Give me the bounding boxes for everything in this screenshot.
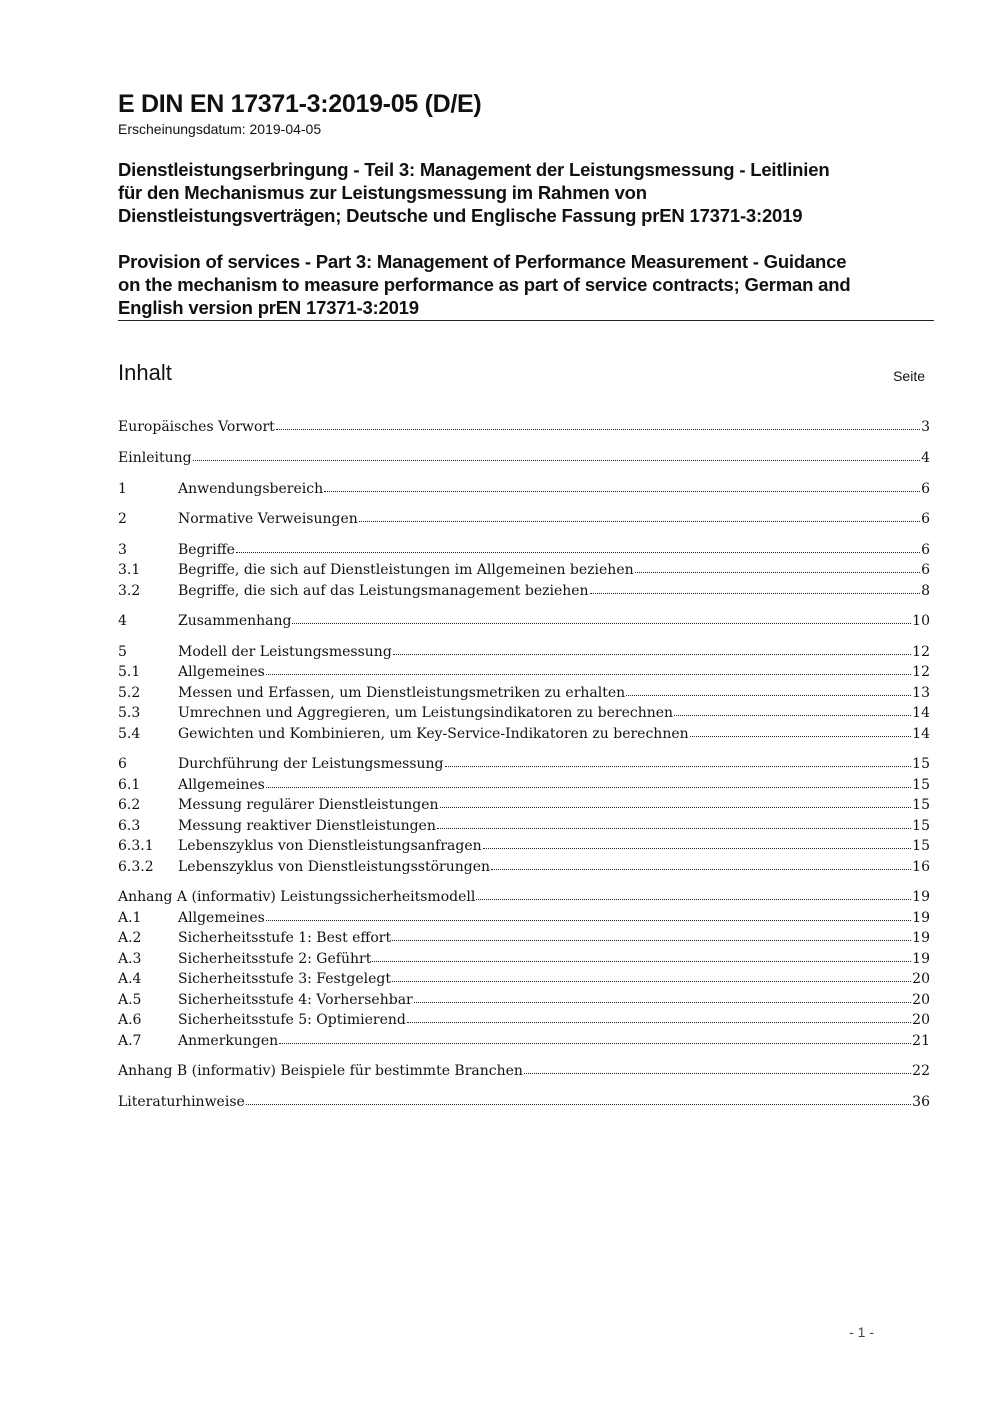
toc-entry[interactable] bbox=[118, 1061, 930, 1081]
toc-dot-leader bbox=[393, 650, 911, 655]
toc-entry[interactable] bbox=[118, 816, 930, 836]
toc-entry-page: 14 bbox=[912, 705, 930, 721]
toc-dot-leader bbox=[445, 762, 912, 767]
toc-entry-number: 6.1 bbox=[118, 777, 141, 793]
toc-entry-number: A.6 bbox=[118, 1012, 142, 1028]
toc-entry-title: Sicherheitsstufe 1: Best effort bbox=[178, 930, 392, 946]
toc-entry-number: 5.2 bbox=[118, 685, 141, 701]
title-german-line: für den Mechanismus zur Leistungsmessung im Rahmen von bbox=[118, 182, 647, 203]
toc-entry-page: 8 bbox=[921, 583, 930, 599]
toc-entry-title: Begriffe bbox=[178, 542, 235, 558]
toc-page-label: Seite bbox=[893, 368, 925, 384]
toc-entry-page: 10 bbox=[912, 613, 930, 629]
toc-entry[interactable] bbox=[118, 683, 930, 703]
toc-dot-leader bbox=[674, 711, 911, 716]
toc-dot-leader bbox=[437, 824, 911, 829]
toc-entry-page: 6 bbox=[921, 481, 930, 497]
toc-entry-title: Einleitung bbox=[118, 450, 192, 466]
toc-entry-number: 5.3 bbox=[118, 705, 141, 721]
toc-entry-page: 36 bbox=[912, 1094, 930, 1110]
document-id: E DIN EN 17371-3:2019-05 (D/E) bbox=[118, 90, 482, 118]
toc-entry[interactable] bbox=[118, 857, 930, 877]
toc-entry[interactable] bbox=[118, 1031, 930, 1051]
toc-entry-title: Modell der Leistungsmessung bbox=[178, 644, 392, 660]
toc-dot-leader bbox=[590, 589, 921, 594]
toc-entry-number: 1 bbox=[118, 481, 127, 497]
toc-entry[interactable] bbox=[118, 703, 930, 723]
toc-entry-title: Lebenszyklus von Dienstleistungsanfragen bbox=[178, 838, 482, 854]
toc-dot-leader bbox=[524, 1069, 911, 1074]
page-number: - 1 - bbox=[849, 1324, 874, 1340]
toc-entry[interactable] bbox=[118, 887, 930, 907]
toc-entry[interactable] bbox=[118, 1010, 930, 1030]
toc-entry-title: Sicherheitsstufe 5: Optimierend bbox=[178, 1012, 406, 1028]
toc-entry-number: 2 bbox=[118, 511, 127, 527]
toc-entry-page: 20 bbox=[912, 992, 930, 1008]
toc-dot-leader bbox=[292, 619, 911, 624]
toc-entry-page: 19 bbox=[912, 889, 930, 905]
toc-dot-leader bbox=[491, 865, 911, 870]
toc-entry[interactable] bbox=[118, 662, 930, 682]
toc-entry-title: Europäisches Vorwort bbox=[118, 419, 275, 435]
toc-entry-title: Literaturhinweise bbox=[118, 1094, 245, 1110]
toc-entry[interactable] bbox=[118, 560, 930, 580]
toc-dot-leader bbox=[626, 691, 911, 696]
toc-entry-title: Allgemeines bbox=[178, 664, 265, 680]
toc-entry-page: 19 bbox=[912, 930, 930, 946]
toc-entry-title: Zusammenhang bbox=[178, 613, 292, 629]
title-english-line: Provision of services - Part 3: Management of Performance Measurement - Guidance bbox=[118, 251, 847, 272]
toc-entry-page: 6 bbox=[921, 511, 930, 527]
toc-entry[interactable] bbox=[118, 540, 930, 560]
toc-entry-number: 5.4 bbox=[118, 726, 141, 742]
toc-entry[interactable] bbox=[118, 581, 930, 601]
toc-entry-number: 6.3 bbox=[118, 818, 141, 834]
toc-entry-title: Allgemeines bbox=[178, 910, 265, 926]
toc-entry-number: 5 bbox=[118, 644, 127, 660]
toc-dot-leader bbox=[266, 670, 911, 675]
toc-entry-title: Messung reaktiver Dienstleistungen bbox=[178, 818, 436, 834]
toc-entry-title: Allgemeines bbox=[178, 777, 265, 793]
toc-entry-page: 19 bbox=[912, 910, 930, 926]
toc-dot-leader bbox=[407, 1018, 911, 1023]
toc-entry[interactable] bbox=[118, 990, 930, 1010]
toc-entry-title: Sicherheitsstufe 4: Vorhersehbar bbox=[178, 992, 413, 1008]
toc-entry-title: Begriffe, die sich auf Dienstleistungen im Allgemeinen beziehen bbox=[178, 562, 634, 578]
toc-dot-leader bbox=[266, 916, 911, 921]
toc-entry[interactable] bbox=[118, 754, 930, 774]
toc-entry-page: 12 bbox=[912, 644, 930, 660]
title-english-line: on the mechanism to measure performance as part of service contracts; German and bbox=[118, 274, 851, 295]
toc-entry[interactable] bbox=[118, 611, 930, 631]
title-divider bbox=[118, 320, 934, 321]
toc-entry-title: Sicherheitsstufe 2: Geführt bbox=[178, 951, 372, 967]
toc-entry[interactable] bbox=[118, 1092, 930, 1112]
toc-entry-page: 14 bbox=[912, 726, 930, 742]
toc-entry-number: 3.1 bbox=[118, 562, 141, 578]
toc-entry-title: Umrechnen und Aggregieren, um Leistungsindikatoren zu berechnen bbox=[178, 705, 674, 721]
toc-entry-page: 15 bbox=[912, 797, 930, 813]
toc-dot-leader bbox=[414, 998, 911, 1003]
toc-entry-number: 6.3.2 bbox=[118, 859, 154, 875]
toc-entry[interactable] bbox=[118, 479, 930, 499]
toc-entry[interactable] bbox=[118, 969, 930, 989]
toc-dot-leader bbox=[440, 803, 912, 808]
toc-entry[interactable] bbox=[118, 928, 930, 948]
publication-date: Erscheinungsdatum: 2019-04-05 bbox=[118, 121, 322, 137]
toc-entry-number: A.3 bbox=[118, 951, 142, 967]
toc-dot-leader bbox=[266, 783, 911, 788]
toc-entry[interactable] bbox=[118, 836, 930, 856]
toc-entry[interactable] bbox=[118, 642, 930, 662]
toc-entry-title: Anhang A (informativ) Leistungssicherheitsmodell bbox=[118, 889, 476, 905]
toc-entry-title: Begriffe, die sich auf das Leistungsmanagement beziehen bbox=[178, 583, 589, 599]
toc-entry-number: A.7 bbox=[118, 1033, 142, 1049]
toc-entry-number: A.5 bbox=[118, 992, 142, 1008]
toc-entry[interactable] bbox=[118, 908, 930, 928]
title-german-line: Dienstleistungsverträgen; Deutsche und Englische Fassung prEN 17371-3:2019 bbox=[118, 205, 803, 226]
toc-entry[interactable] bbox=[118, 775, 930, 795]
toc-entry-title: Normative Verweisungen bbox=[178, 511, 358, 527]
toc-entry-page: 6 bbox=[921, 542, 930, 558]
toc-entry[interactable] bbox=[118, 417, 930, 437]
toc-dot-leader bbox=[476, 895, 911, 900]
toc-entry-page: 6 bbox=[921, 562, 930, 578]
toc-entry[interactable] bbox=[118, 949, 930, 969]
toc-dot-leader bbox=[246, 1100, 911, 1105]
title-english-line: English version prEN 17371-3:2019 bbox=[118, 297, 419, 318]
toc-entry-title: Gewichten und Kombinieren, um Key-Service-Indikatoren zu berechnen bbox=[178, 726, 689, 742]
toc-entry-number: 6.3.1 bbox=[118, 838, 154, 854]
toc-dot-leader bbox=[392, 936, 911, 941]
title-german-line: Dienstleistungserbringung - Teil 3: Management der Leistungsmessung - Leitlinien bbox=[118, 159, 830, 180]
toc-entry[interactable] bbox=[118, 724, 930, 744]
toc-entry[interactable] bbox=[118, 509, 930, 529]
toc-dot-leader bbox=[392, 977, 911, 982]
toc-entry-title: Anmerkungen bbox=[178, 1033, 279, 1049]
toc-dot-leader bbox=[279, 1039, 911, 1044]
toc-dot-leader bbox=[276, 425, 920, 430]
toc-dot-leader bbox=[324, 487, 920, 492]
toc-entry-number: 3 bbox=[118, 542, 127, 558]
toc-dot-leader bbox=[483, 844, 912, 849]
toc-entry-page: 20 bbox=[912, 971, 930, 987]
toc-entry-page: 21 bbox=[912, 1033, 930, 1049]
toc-entry-title: Sicherheitsstufe 3: Festgelegt bbox=[178, 971, 391, 987]
toc-entry[interactable] bbox=[118, 795, 930, 815]
toc-entry-page: 15 bbox=[912, 838, 930, 854]
toc-entry-title: Messung regulärer Dienstleistungen bbox=[178, 797, 439, 813]
toc-dot-leader bbox=[236, 548, 920, 553]
toc-entry-page: 22 bbox=[912, 1063, 930, 1079]
toc-dot-leader bbox=[359, 517, 920, 522]
toc-dot-leader bbox=[635, 568, 920, 573]
toc-entry-title: Messen und Erfassen, um Dienstleistungsmetriken zu erhalten bbox=[178, 685, 626, 701]
title-english bbox=[118, 250, 934, 319]
title-german bbox=[118, 158, 934, 227]
toc-entry-page: 4 bbox=[921, 450, 930, 466]
toc-entry[interactable] bbox=[118, 448, 930, 468]
toc-entry-page: 15 bbox=[912, 777, 930, 793]
toc-entry-title: Anwendungsbereich bbox=[178, 481, 324, 497]
toc-entry-page: 19 bbox=[912, 951, 930, 967]
toc-entry-title: Lebenszyklus von Dienstleistungsstörungen bbox=[178, 859, 491, 875]
toc-entry-page: 20 bbox=[912, 1012, 930, 1028]
toc-entry-title: Anhang B (informativ) Beispiele für bestimmte Branchen bbox=[118, 1063, 523, 1079]
toc-entry-title: Durchführung der Leistungsmessung bbox=[178, 756, 444, 772]
toc-dot-leader bbox=[690, 732, 912, 737]
toc-entry-page: 15 bbox=[912, 756, 930, 772]
toc-entry-number: 3.2 bbox=[118, 583, 141, 599]
toc-entry-number: A.2 bbox=[118, 930, 142, 946]
toc-entry-page: 3 bbox=[921, 419, 930, 435]
toc-dot-leader bbox=[372, 957, 911, 962]
toc-entry-number: 5.1 bbox=[118, 664, 141, 680]
toc-heading: Inhalt bbox=[118, 360, 172, 385]
toc-entry-number: A.4 bbox=[118, 971, 142, 987]
toc-entry-number: 4 bbox=[118, 613, 127, 629]
toc-entry-page: 15 bbox=[912, 818, 930, 834]
toc-dot-leader bbox=[193, 456, 921, 461]
toc-entry-number: 6 bbox=[118, 756, 127, 772]
toc-entry-number: A.1 bbox=[118, 910, 142, 926]
toc-entry-page: 13 bbox=[912, 685, 930, 701]
toc-entry-page: 12 bbox=[912, 664, 930, 680]
toc-entry-number: 6.2 bbox=[118, 797, 141, 813]
toc-entry-page: 16 bbox=[912, 859, 930, 875]
